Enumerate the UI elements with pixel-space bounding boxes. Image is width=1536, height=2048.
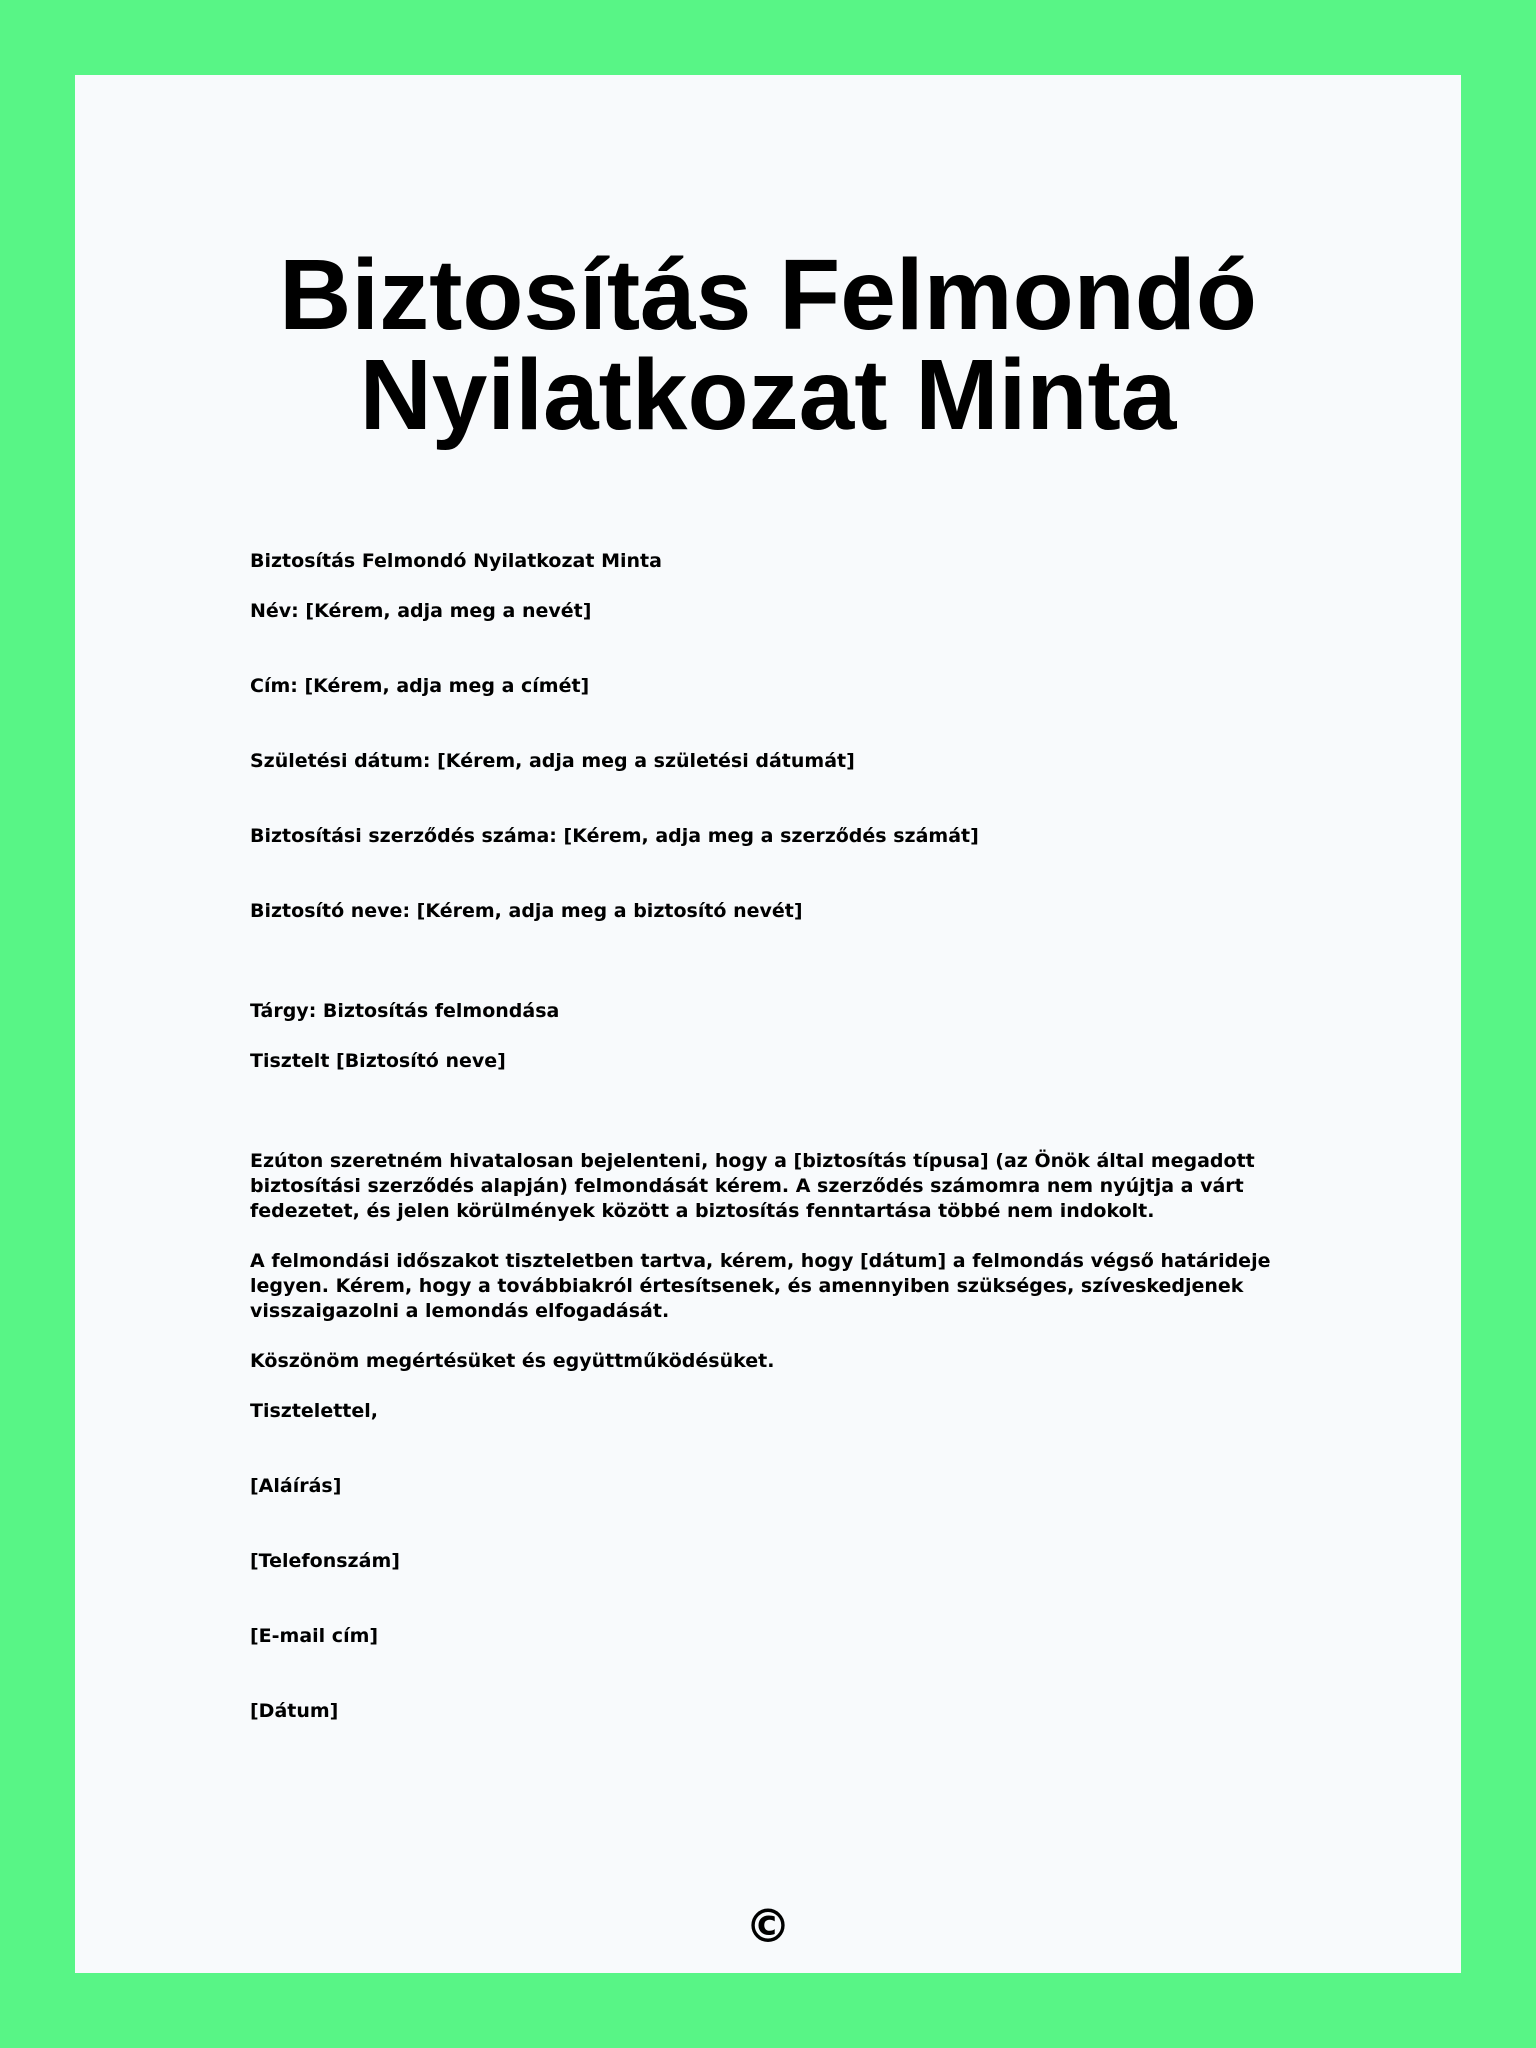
date-placeholder: [Dátum] — [250, 1700, 339, 1722]
field-contract-number: Biztosítási szerződés száma: [Kérem, adja meg a szerződés számát] — [250, 825, 979, 847]
email-placeholder: [E-mail cím] — [250, 1625, 379, 1647]
salutation: Tisztelt [Biztosító neve] — [250, 1050, 506, 1072]
phone-placeholder: [Telefonszám] — [250, 1550, 400, 1572]
page-title: Biztosítás Felmondó Nyilatkozat Minta — [279, 239, 1257, 451]
field-insurer-name: Biztosító neve: [Kérem, adja meg a biztosító nevét] — [250, 900, 803, 922]
field-birth-date: Születési dátum: [Kérem, adja meg a születési dátumát] — [250, 750, 855, 772]
document-page — [75, 75, 1461, 1973]
body-paragraph-2: A felmondási időszakot tiszteletben tartva, kérem, hogy [dátum] a felmondás végső határideje legyen. Kérem, hogy a továbbiakról értesítsenek, és amennyiben szükséges, szíveskedjenek visszaigazolni a lemondás elfogadását. — [250, 1250, 1271, 1322]
copyright-icon: © — [745, 1899, 791, 1953]
body-paragraph-1: Ezúton szeretném hivatalosan bejelenteni, hogy a [biztosítás típusa] (az Önök által megadott biztosítási szerződés alapján) felmondását kérem. A szerződés számomra nem nyújtja a várt fedezetet, és jelen körülmények között a biztosítás fenntartása többé nem indokolt. — [250, 1150, 1255, 1222]
subject-line: Tárgy: Biztosítás felmondása — [250, 1000, 560, 1022]
thanks-line: Köszönöm megértésüket és együttműködésüket. — [250, 1350, 775, 1372]
document-heading: Biztosítás Felmondó Nyilatkozat Minta — [250, 550, 662, 572]
field-name: Név: [Kérem, adja meg a nevét] — [250, 600, 592, 622]
signature-placeholder: [Aláírás] — [250, 1475, 342, 1497]
closing-line: Tisztelettel, — [250, 1400, 378, 1422]
field-address: Cím: [Kérem, adja meg a címét] — [250, 675, 590, 697]
